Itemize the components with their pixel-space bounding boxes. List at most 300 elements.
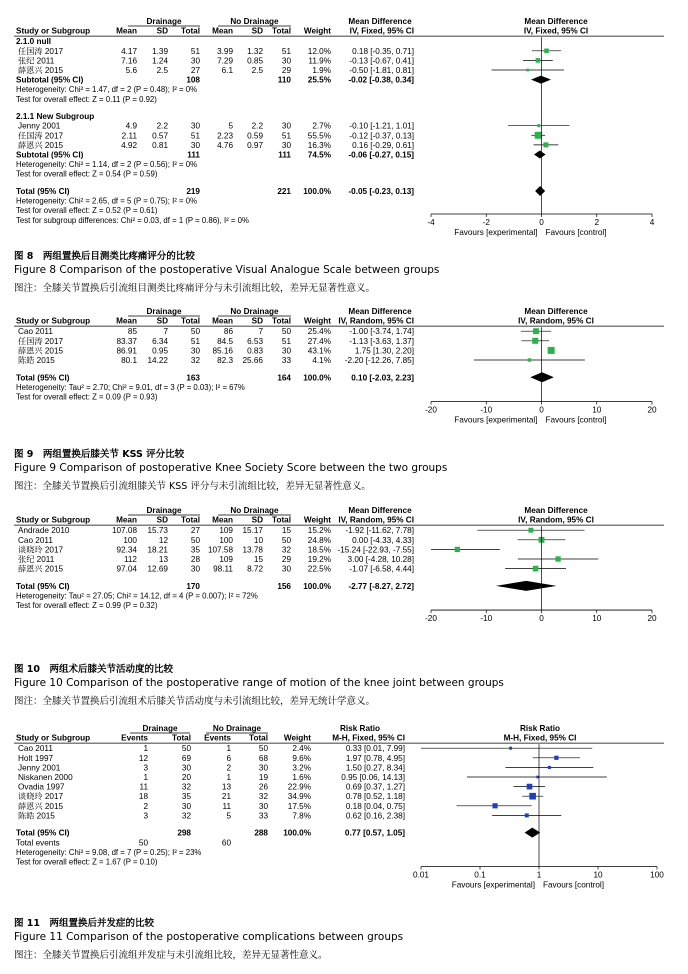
col-header: Weight (303, 515, 331, 525)
cell-value: 4.92 (121, 140, 137, 150)
cell-value: 35 (181, 792, 191, 802)
cell-value: 2.23 (217, 131, 233, 141)
cell-value: 0.10 [-2.03, 2.23] (351, 373, 414, 383)
col-header-study: Study or Subgroup (16, 316, 91, 326)
col-header: Events (204, 733, 231, 743)
cell-value: 50 (258, 744, 268, 754)
x-tick-label: -10 (480, 614, 493, 624)
cell-value: 111 (187, 150, 200, 160)
cell-value: 0.95 [0.06, 14.13] (341, 773, 405, 782)
col-header: Mean (212, 515, 233, 525)
cell-value: 6.1 (221, 66, 233, 75)
cell-value: 22.5% (307, 564, 331, 574)
cell-value: 30 (258, 801, 268, 811)
subtotal-label: Subtotal (95% CI) (16, 75, 84, 85)
study-marker (528, 358, 531, 361)
study-label: 陈皓 2015 (18, 356, 55, 365)
cell-value: 51 (281, 46, 291, 56)
cell-value: 221 (277, 186, 291, 196)
col-header-plot: IV, Fixed, 95% CI (523, 26, 589, 36)
study-marker (536, 58, 541, 63)
figure-caption-en: Figure 10 Comparison of the postoperative range of motion of the knee joint between groups (14, 677, 504, 689)
cell-value: 7 (258, 327, 263, 337)
cell-value: 109 (219, 526, 233, 536)
stat-note: Heterogeneity: Tau² = 27.05; Chi² = 14.12, df = 4 (P = 0.007); I² = 72% (16, 591, 258, 601)
cell-value: 100 (219, 535, 233, 545)
col-header: Mean (116, 26, 137, 36)
cell-value: 163 (186, 373, 200, 383)
cell-value: 0.78 [0.52, 1.18] (345, 792, 405, 802)
cell-value: 0.81 (152, 140, 168, 150)
cell-value: -0.06 [-0.27, 0.15] (348, 150, 414, 160)
cell-value: 85.16 (212, 346, 233, 356)
study-marker (544, 49, 549, 54)
cell-value: 12 (138, 753, 148, 763)
cell-value: 7 (163, 327, 168, 337)
x-tick-label: 20 (647, 614, 657, 624)
cell-value: 12.0% (307, 46, 331, 56)
study-label: 陈皓 2015 (18, 811, 55, 821)
study-label: 薛恩兴 2015 (18, 346, 64, 356)
stat-note: Heterogeneity: Chi² = 1.47, df = 2 (P = 0.48); I² = 0% (16, 85, 198, 95)
cell-value: 27.4% (307, 336, 331, 346)
cell-value: 0.18 [0.04, 0.75] (345, 801, 405, 811)
cell-value: 50 (281, 327, 291, 337)
col-header: M-H, Fixed, 95% CI (332, 733, 405, 743)
cell-value: 1 (143, 744, 148, 754)
cell-value: 15.73 (147, 526, 168, 536)
cell-value: 14.22 (147, 356, 168, 365)
cell-value: 164 (277, 373, 291, 383)
study-label: 任国涛 2017 (18, 46, 64, 56)
col-header: Weight (303, 26, 331, 36)
study-marker (548, 766, 551, 769)
effect-header: Mean Difference (348, 307, 412, 316)
study-marker (509, 747, 512, 750)
cell-value: 0.95 (152, 346, 168, 356)
cell-value: 13 (221, 782, 231, 792)
cell-value: 1.39 (152, 46, 168, 56)
col-header: Weight (283, 733, 311, 743)
cell-value: 19 (258, 773, 268, 782)
cell-value: 2.2 (251, 121, 263, 131)
cell-value: 0.85 (247, 56, 263, 66)
figure-10 (0, 505, 688, 717)
stat-note: Test for overall effect: Z = 0.54 (P = 0.59) (16, 169, 158, 179)
cell-value: 34.9% (287, 792, 311, 802)
cell-value: 97.04 (116, 564, 137, 574)
cell-value: 30 (190, 121, 200, 131)
col-header: SD (156, 515, 168, 525)
col-header: Mean (116, 316, 137, 326)
effect-header: Mean Difference (524, 307, 588, 316)
cell-value: -0.13 [-0.67, 0.41] (349, 56, 414, 66)
cell-value: 5.6 (125, 66, 137, 75)
cell-value: 51 (190, 131, 200, 141)
cell-value: 9.6% (292, 753, 311, 763)
cell-value: -0.10 [-1.21, 1.01] (349, 121, 414, 131)
cell-value: 100.0% (303, 373, 331, 383)
group1-header: Drainage (146, 17, 182, 26)
cell-value: 32 (181, 782, 191, 792)
favours-left-label: Favours [experimental] (454, 228, 538, 237)
cell-value: 27 (190, 66, 200, 75)
figure-caption-en: Figure 8 Comparison of the postoperative Visual Analogue Scale between groups (14, 264, 440, 276)
cell-value: 2 (226, 763, 231, 773)
cell-value: 26 (258, 782, 268, 792)
cell-value: 43.1% (307, 346, 331, 356)
cell-value: 15 (281, 526, 291, 536)
cell-value: -1.13 [-3.63, 1.37] (349, 336, 414, 346)
cell-value: 3 (143, 811, 148, 821)
total-label: Total (95% CI) (16, 828, 70, 838)
pooled-diamond (496, 581, 557, 591)
cell-value: 100 (123, 535, 137, 545)
pooled-diamond (531, 76, 551, 84)
figure-caption-en: Figure 11 Comparison of the postoperative complications between groups (14, 931, 404, 943)
cell-value: 5 (228, 121, 233, 131)
col-header: Total (272, 26, 291, 36)
cell-value: 55.5% (307, 131, 331, 141)
effect-header: Mean Difference (524, 506, 588, 515)
study-label: Holt 1997 (18, 753, 54, 763)
cell-value: 32 (190, 356, 200, 365)
effect-header: Mean Difference (348, 506, 412, 515)
cell-value: 13 (158, 555, 168, 564)
cell-value: 100.0% (303, 581, 331, 591)
x-tick-label: 0 (539, 405, 544, 415)
x-tick-label: 20 (647, 405, 657, 415)
cell-value: 28 (190, 555, 200, 564)
forest-plot (0, 16, 688, 238)
figure-caption-cn: 图 10 两组术后膝关节活动度的比较 (14, 664, 174, 675)
cell-value: 2.5 (251, 66, 263, 75)
stat-note: Test for overall effect: Z = 0.99 (P = 0.32) (16, 601, 158, 611)
x-tick-label: 0 (539, 614, 544, 624)
col-header: SD (156, 316, 168, 326)
cell-value: 11 (139, 782, 148, 792)
stat-note: Test for overall effect: Z = 0.52 (P = 0.61) (16, 206, 158, 216)
cell-value: 35 (190, 545, 200, 555)
stat-note: Heterogeneity: Chi² = 2.65, df = 5 (P = 0.75); I² = 0% (16, 196, 198, 206)
cell-value: 0.00 [-4.33, 4.33] (352, 535, 414, 545)
cell-value: 111 (278, 150, 291, 160)
cell-value: 50 (281, 535, 291, 545)
cell-value: -1.07 [-6.58, 4.44] (349, 564, 414, 574)
cell-value: 69 (181, 753, 191, 763)
study-label: 薛恩兴 2015 (18, 564, 64, 574)
figure-11 (0, 723, 688, 974)
study-label: 谈晓玲 2017 (18, 545, 64, 555)
study-label: Jenny 2001 (18, 121, 61, 131)
study-label: Cao 2011 (18, 744, 53, 754)
cell-value: 12.69 (147, 564, 168, 574)
study-label: 任国涛 2017 (18, 131, 64, 141)
cell-value: 60 (221, 838, 231, 848)
study-label: Niskanen 2000 (18, 773, 73, 782)
col-header-study: Study or Subgroup (16, 733, 91, 743)
cell-value: 30 (281, 564, 291, 574)
cell-value: 86.91 (116, 346, 137, 356)
col-header: IV, Random, 95% CI (338, 316, 414, 326)
cell-value: 3.00 [-4.28, 10.28] (347, 555, 414, 564)
cell-value: -0.05 [-0.23, 0.13] (348, 186, 414, 196)
cell-value: 0.57 (152, 131, 168, 141)
effect-header: Mean Difference (524, 17, 588, 26)
cell-value: 85 (127, 327, 137, 337)
study-label: 张纪 2011 (18, 555, 55, 564)
cell-value: 156 (277, 581, 291, 591)
cell-value: 2.5 (156, 66, 168, 75)
col-header: Total (181, 26, 200, 36)
col-header-study: Study or Subgroup (16, 515, 91, 525)
cell-value: 11 (222, 801, 231, 811)
figure-caption-cn: 图 9 两组置换后膝关节 KSS 评分比较 (14, 449, 185, 460)
pooled-diamond (525, 828, 541, 838)
study-marker (529, 793, 536, 800)
stat-note: Test for subgroup differences: Chi² = 0.03, df = 1 (P = 0.86), I² = 0% (16, 215, 249, 225)
col-header: IV, Random, 95% CI (338, 515, 414, 525)
cell-value: 3.2% (292, 763, 311, 773)
cell-value: 30 (281, 56, 291, 66)
cell-value: 18 (138, 792, 148, 802)
subgroup-header: 2.1.1 New Subgroup (16, 112, 95, 122)
col-header: Total (272, 515, 291, 525)
x-tick-label: 10 (592, 405, 602, 415)
col-header-plot: IV, Random, 95% CI (518, 515, 594, 525)
study-label: 薛恩兴 2015 (18, 140, 64, 150)
total-events-label: Total events (16, 838, 60, 848)
cell-value: 18.5% (307, 545, 331, 555)
cell-value: -0.02 [-0.38, 0.34] (348, 75, 414, 85)
pooled-diamond (534, 150, 546, 158)
cell-value: 6 (226, 753, 231, 763)
cell-value: 30 (190, 56, 200, 66)
cell-value: 92.34 (116, 545, 137, 555)
effect-header: Risk Ratio (519, 724, 561, 733)
study-marker (536, 776, 539, 779)
cell-value: 1 (226, 744, 231, 754)
cell-value: 1.9% (312, 66, 331, 75)
cell-value: 0.77 [0.57, 1.05] (344, 828, 405, 838)
cell-value: 25.4% (307, 327, 331, 337)
group1-header: Drainage (146, 307, 182, 316)
col-header: Total (272, 316, 291, 326)
study-marker (526, 69, 529, 72)
col-header: Total (181, 316, 200, 326)
study-marker (527, 784, 533, 790)
cell-value: 84.5 (217, 336, 233, 346)
col-header: Events (121, 733, 148, 743)
cell-value: 170 (186, 581, 200, 591)
cell-value: 86 (223, 327, 233, 337)
cell-value: 3.99 (217, 46, 233, 56)
cell-value: 32 (258, 792, 268, 802)
figure-8 (0, 16, 688, 302)
cell-value: 50 (138, 838, 148, 848)
col-header-plot: IV, Random, 95% CI (518, 316, 594, 326)
x-tick-label: 10 (593, 870, 603, 880)
col-header: Mean (212, 26, 233, 36)
subtotal-label: Subtotal (95% CI) (16, 150, 84, 160)
cell-value: 0.33 [0.01, 7.99] (345, 744, 405, 754)
study-label: Ovadia 1997 (18, 782, 65, 792)
cell-value: 30 (190, 140, 200, 150)
col-header-plot: M-H, Fixed, 95% CI (503, 733, 577, 743)
group1-header: Drainage (146, 506, 182, 515)
cell-value: 1.97 [0.78, 4.95] (345, 753, 405, 763)
pooled-diamond (530, 372, 554, 382)
cell-value: -2.77 [-8.27, 2.72] (348, 581, 414, 591)
forest-plot (0, 306, 688, 436)
stat-note: Test for overall effect: Z = 0.11 (P = 0.92) (16, 94, 157, 104)
cell-value: 25.5% (307, 75, 331, 85)
study-label: Cao 2011 (18, 535, 53, 545)
cell-value: 0.97 (247, 140, 263, 150)
cell-value: 15.2% (307, 526, 331, 536)
x-tick-label: -10 (480, 405, 493, 415)
cell-value: 17.5% (287, 801, 311, 811)
study-label: 任国涛 2017 (18, 336, 64, 346)
cell-value: 6.53 (247, 336, 263, 346)
subgroup-header: 2.1.0 null (16, 37, 52, 47)
study-label: Cao 2011 (18, 327, 53, 337)
cell-value: 30 (258, 763, 268, 773)
x-tick-label: 1 (536, 870, 542, 880)
col-header: Total (181, 515, 200, 525)
col-header: Mean (212, 316, 233, 326)
stat-note: Heterogeneity: Chi² = 9.08, df = 7 (P = 0.25); I² = 23% (16, 847, 202, 857)
stat-note: Test for overall effect: Z = 1.67 (P = 0.10) (16, 857, 158, 867)
cell-value: 24.8% (307, 535, 331, 545)
cell-value: 10 (253, 535, 263, 545)
cell-value: 100.0% (303, 186, 331, 196)
study-label: 张纪 2011 (18, 56, 55, 66)
figure-9 (0, 306, 688, 498)
total-label: Total (95% CI) (16, 581, 70, 591)
study-marker (554, 756, 558, 760)
cell-value: 5 (226, 811, 231, 821)
group2-header: No Drainage (230, 307, 279, 316)
cell-value: 109 (219, 555, 233, 564)
study-marker (533, 566, 539, 572)
cell-value: 4.9 (125, 121, 137, 131)
cell-value: 107.58 (207, 545, 233, 555)
study-marker (525, 813, 529, 817)
cell-value: 32 (181, 811, 191, 821)
cell-value: 51 (281, 131, 291, 141)
cell-value: 30 (181, 801, 191, 811)
x-tick-label: 4 (649, 218, 655, 227)
cell-value: 30 (281, 140, 291, 150)
group2-header: No Drainage (212, 724, 262, 733)
cell-value: 0.62 [0.16, 2.38] (345, 811, 405, 821)
figure-caption-cn: 图 8 两组置换后目测类比疼痛评分的比较 (14, 251, 195, 262)
cell-value: 110 (277, 75, 291, 85)
cell-value: 30 (281, 346, 291, 356)
cell-value: 29 (281, 66, 291, 75)
cell-value: 50 (181, 744, 191, 754)
col-header: Mean (116, 515, 137, 525)
col-header: SD (156, 26, 168, 36)
cell-value: 29 (281, 555, 291, 564)
cell-value: -0.50 [-1.81, 0.81] (349, 66, 414, 75)
x-tick-label: 2 (594, 218, 600, 227)
figure-note: 图注：全膝关节置换后引流组目测类比疼痛评分与未引流组比较，差异无显著性意义。 (14, 283, 376, 294)
cell-value: 33 (281, 356, 291, 365)
cell-value: 50 (190, 327, 200, 337)
cell-value: 68 (258, 753, 268, 763)
cell-value: 27 (190, 526, 200, 536)
stat-note: Heterogeneity: Tau² = 2.70; Chi² = 9.01, df = 3 (P = 0.03); I² = 67% (16, 382, 245, 392)
cell-value: 2.11 (121, 131, 137, 141)
cell-value: -2.20 [-12.26, 7.85] (344, 356, 414, 365)
cell-value: 11.9% (308, 56, 331, 66)
x-tick-label: 0.01 (413, 870, 429, 880)
x-tick-label: -4 (427, 218, 435, 227)
x-tick-label: 10 (592, 614, 602, 624)
study-marker (533, 328, 539, 334)
cell-value: 30 (190, 346, 200, 356)
cell-value: -0.12 [-0.37, 0.13] (349, 131, 414, 141)
study-marker (532, 338, 538, 344)
col-header: SD (251, 316, 263, 326)
effect-header: Mean Difference (348, 17, 412, 26)
cell-value: 7.8% (292, 811, 311, 821)
group2-header: No Drainage (230, 17, 279, 26)
group2-header: No Drainage (230, 506, 279, 515)
cell-value: 0.83 (247, 346, 263, 356)
cell-value: 1.24 (152, 56, 168, 66)
figure-note: 图注：全膝关节置换后引流组术后膝关节活动度与未引流组比较，差异无统计学意义。 (14, 696, 376, 707)
cell-value: 80.1 (121, 356, 137, 365)
total-label: Total (95% CI) (16, 186, 70, 196)
cell-value: 1 (143, 773, 148, 782)
study-marker (548, 347, 555, 354)
cell-value: 13.78 (242, 545, 263, 555)
study-marker (455, 547, 460, 552)
cell-value: 112 (123, 555, 137, 564)
study-marker (492, 803, 497, 808)
forest-plot (0, 723, 688, 903)
x-tick-label: 0 (539, 218, 544, 227)
cell-value: 0.69 [0.37, 1.27] (345, 782, 405, 792)
col-header: Total (172, 733, 191, 743)
col-header: SD (251, 26, 263, 36)
effect-header: Risk Ratio (339, 724, 381, 733)
cell-value: 2.7% (312, 121, 331, 131)
cell-value: 50 (190, 535, 200, 545)
cell-value: 4.1% (312, 356, 331, 365)
cell-value: 20 (181, 773, 191, 782)
study-label: Andrade 2010 (18, 526, 70, 536)
cell-value: 51 (190, 336, 200, 346)
col-header: Total (249, 733, 268, 743)
favours-left-label: Favours [experimental] (451, 880, 535, 890)
cell-value: 7.29 (217, 56, 233, 66)
cell-value: 1.75 [1.30, 2.20] (354, 346, 414, 356)
cell-value: 0.18 [-0.35, 0.71] (352, 46, 414, 56)
cell-value: 4.17 (121, 46, 137, 56)
cell-value: 8.72 (247, 564, 263, 574)
x-tick-label: -20 (425, 614, 437, 624)
cell-value: 12 (158, 535, 168, 545)
forest-plot (0, 505, 688, 655)
cell-value: 2.2 (156, 121, 168, 131)
stat-note: Test for overall effect: Z = 0.09 (P = 0.93) (16, 392, 158, 402)
cell-value: 1 (226, 773, 231, 782)
cell-value: 2.4% (292, 744, 311, 754)
